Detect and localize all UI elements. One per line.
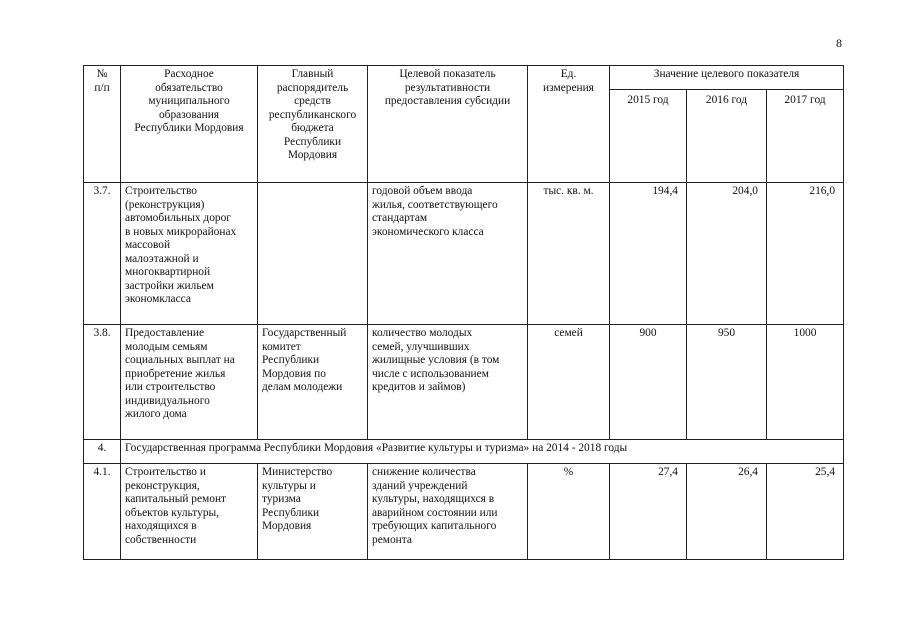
header-value-group: Значение целевого показателя [610,66,844,90]
row-value-2015: 900 [610,325,687,440]
row-unit: семей [528,325,610,440]
header-number: № п/п [84,66,121,183]
header-indicator: Целевой показатель результативности предоставления субсидии [368,66,528,183]
target-indicators-table [83,65,844,560]
header-obligation: Расходное обязательство муниципального образования Республики Мордовия [121,66,258,183]
table-row [84,183,844,325]
header-year-2017: 2017 год [767,90,844,183]
row-value-2017: 1000 [767,325,844,440]
header-manager: Главный распорядитель средств республиканского бюджета Республики Мордовия [258,66,368,183]
row-number: 3.7. [84,183,121,325]
table-row [84,464,844,560]
row-indicator: годовой объем ввода жилья, соответствующего стандартам экономического класса [368,183,528,325]
row-unit: % [528,464,610,560]
row-indicator: снижение количества зданий учреждений культуры, находящихся в аварийном состоянии или требующих капитального ремонта [368,464,528,560]
row-value-2015: 194,4 [610,183,687,325]
section-row [84,440,844,464]
row-obligation: Строительство и реконструкция, капитальный ремонт объектов культуры, находящихся в собственности [121,464,258,560]
row-number: 3.8. [84,325,121,440]
row-value-2016: 950 [687,325,767,440]
row-value-2016: 26,4 [687,464,767,560]
row-value-2017: 216,0 [767,183,844,325]
row-obligation: Предоставление молодым семьям социальных выплат на приобретение жилья или строительство индивидуального жилого дома [121,325,258,440]
header-unit: Ед. измерения [528,66,610,183]
row-obligation: Строительство (реконструкция) автомобильных дорог в новых микрорайонах массовой малоэтажной и многоквартирной застройки жильем экономкласса [121,183,258,325]
table-row [84,325,844,440]
row-manager [258,183,368,325]
page-number: 8 [836,36,842,50]
row-manager: Министерство культуры и туризма Республики Мордовия [258,464,368,560]
row-value-2016: 204,0 [687,183,767,325]
section-number: 4. [84,440,121,464]
table-header-row [84,66,844,90]
row-number: 4.1. [84,464,121,560]
section-title: Государственная программа Республики Мордовия «Развитие культуры и туризма» на 2014 - 2018 годы [121,440,844,464]
row-unit: тыс. кв. м. [528,183,610,325]
header-year-2015: 2015 год [610,90,687,183]
row-value-2017: 25,4 [767,464,844,560]
row-indicator: количество молодых семей, улучшивших жилищные условия (в том числе с использованием кредитов и займов) [368,325,528,440]
header-year-2016: 2016 год [687,90,767,183]
row-value-2015: 27,4 [610,464,687,560]
row-manager: Государственный комитет Республики Мордовия по делам молодежи [258,325,368,440]
